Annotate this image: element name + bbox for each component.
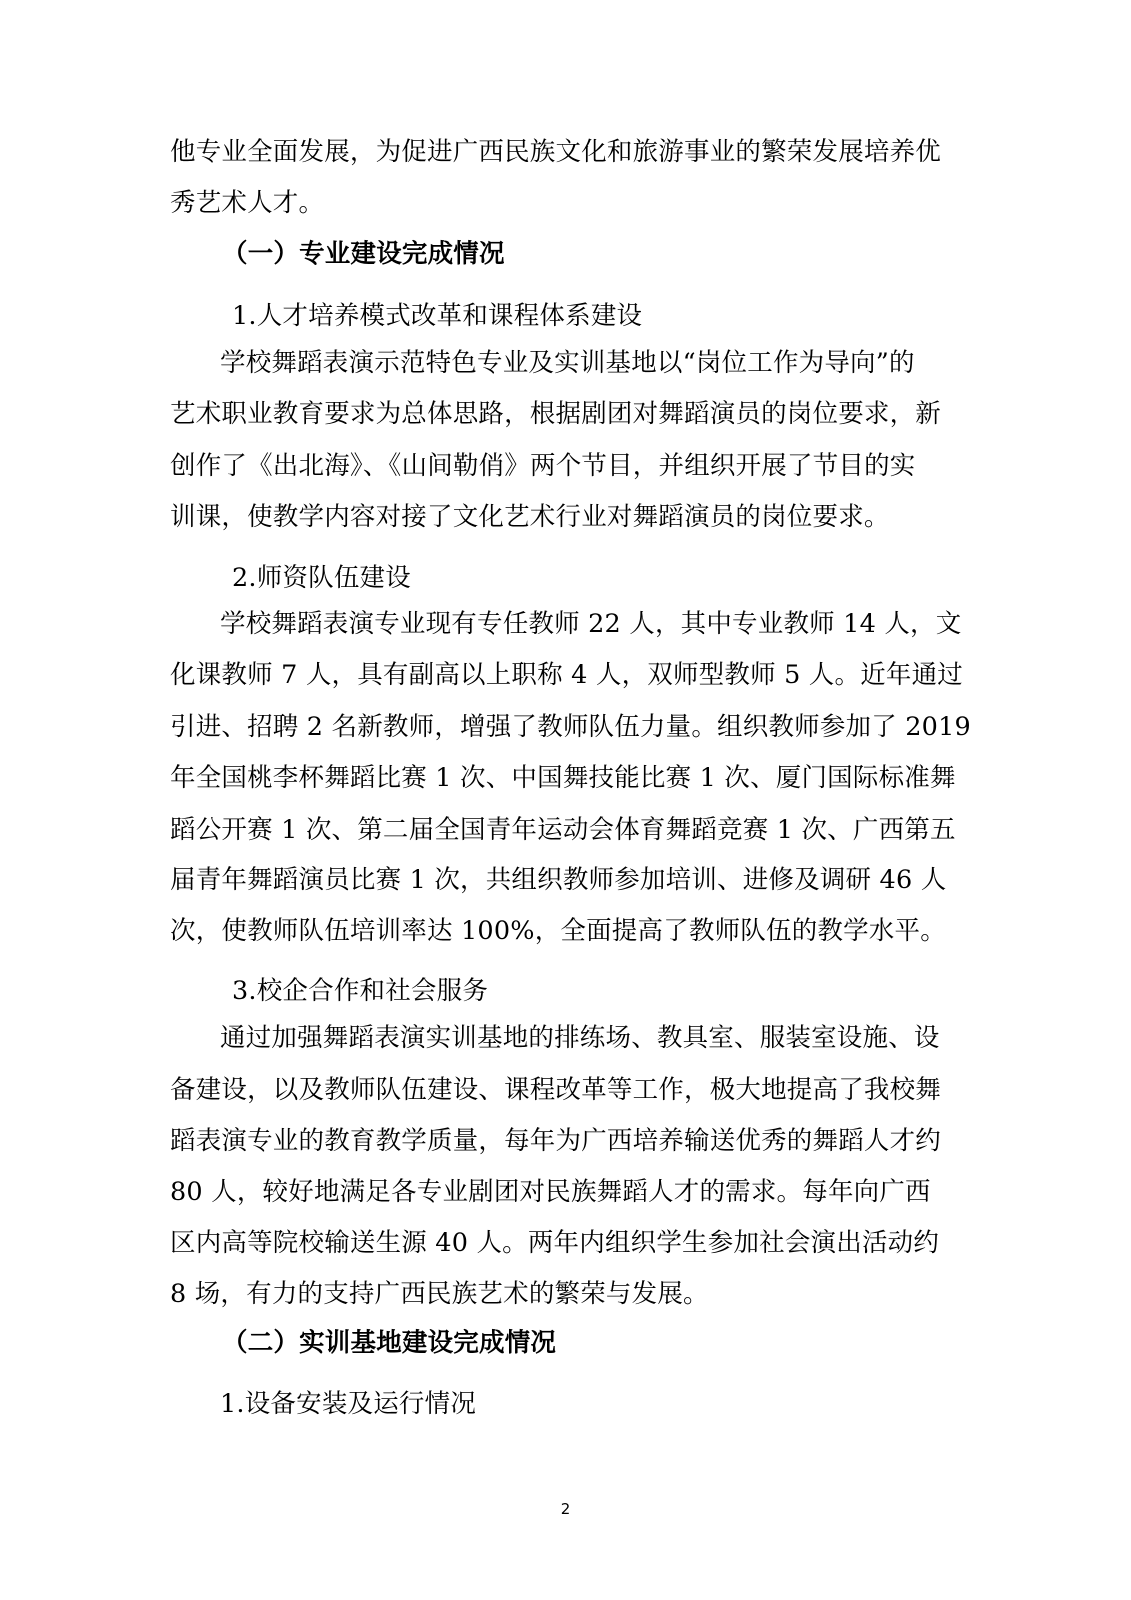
para3-line-4: 80 人，较好地满足各专业剧团对民族舞蹈人才的需求。每年向广西 — [170, 1177, 931, 1207]
para1-line-1: 学校舞蹈表演示范特色专业及实训基地以“岗位工作为导向”的 — [220, 348, 915, 378]
para1-line-2: 艺术职业教育要求为总体思路，根据剧团对舞蹈演员的岗位要求，新 — [170, 399, 942, 429]
para2-line-2: 化课教师 7 人，具有副高以上职称 4 人，双师型教师 5 人。近年通过 — [170, 660, 964, 690]
page-number: 2 — [560, 1500, 571, 1518]
para3-line-2: 备建设，以及教师队伍建设、课程改革等工作，极大地提高了我校舞 — [170, 1075, 942, 1105]
para2-line-5: 蹈公开赛 1 次、第二届全国青年运动会体育舞蹈竞赛 1 次、广西第五 — [170, 815, 956, 845]
para2-line-3: 引进、招聘 2 名新教师，增强了教师队伍力量。组织教师参加了 2019 — [170, 712, 971, 742]
section-heading-1: （一）专业建设完成情况 — [222, 239, 505, 269]
para1-line-4: 训课，使教学内容对接了文化艺术行业对舞蹈演员的岗位要求。 — [170, 502, 890, 532]
subheading-4: 1.设备安装及运行情况 — [220, 1389, 477, 1419]
para3-line-1: 通过加强舞蹈表演实训基地的排练场、教具室、服装室设施、设 — [220, 1023, 940, 1053]
para1-line-3: 创作了《出北海》、《山间勒俏》两个节目，并组织开展了节目的实 — [170, 451, 916, 481]
para3-line-3: 蹈表演专业的教育教学质量，每年为广西培养输送优秀的舞蹈人才约 — [170, 1126, 942, 1156]
subheading-2: 2.师资队伍建设 — [232, 563, 411, 593]
section-heading-2: （二）实训基地建设完成情况 — [222, 1328, 557, 1358]
intro-line-2: 秀艺术人才。 — [170, 188, 325, 218]
subheading-3: 3.校企合作和社会服务 — [232, 976, 489, 1006]
para2-line-1: 学校舞蹈表演专业现有专任教师 22 人，其中专业教师 14 人，文 — [220, 609, 962, 639]
para2-line-7: 次，使教师队伍培训率达 100%，全面提高了教师队伍的教学水平。 — [170, 916, 946, 946]
subheading-1: 1.人才培养模式改革和课程体系建设 — [232, 301, 643, 331]
para3-line-5: 区内高等院校输送生源 40 人。两年内组织学生参加社会演出活动约 — [170, 1228, 940, 1258]
para3-line-6: 8 场，有力的支持广西民族艺术的繁荣与发展。 — [170, 1279, 709, 1309]
para2-line-6: 届青年舞蹈演员比赛 1 次，共组织教师参加培训、进修及调研 46 人 — [170, 865, 947, 895]
intro-line-1: 他专业全面发展，为促进广西民族文化和旅游事业的繁荣发展培养优 — [170, 137, 942, 167]
para2-line-4: 年全国桃李杯舞蹈比赛 1 次、中国舞技能比赛 1 次、厦门国际标准舞 — [170, 763, 956, 793]
